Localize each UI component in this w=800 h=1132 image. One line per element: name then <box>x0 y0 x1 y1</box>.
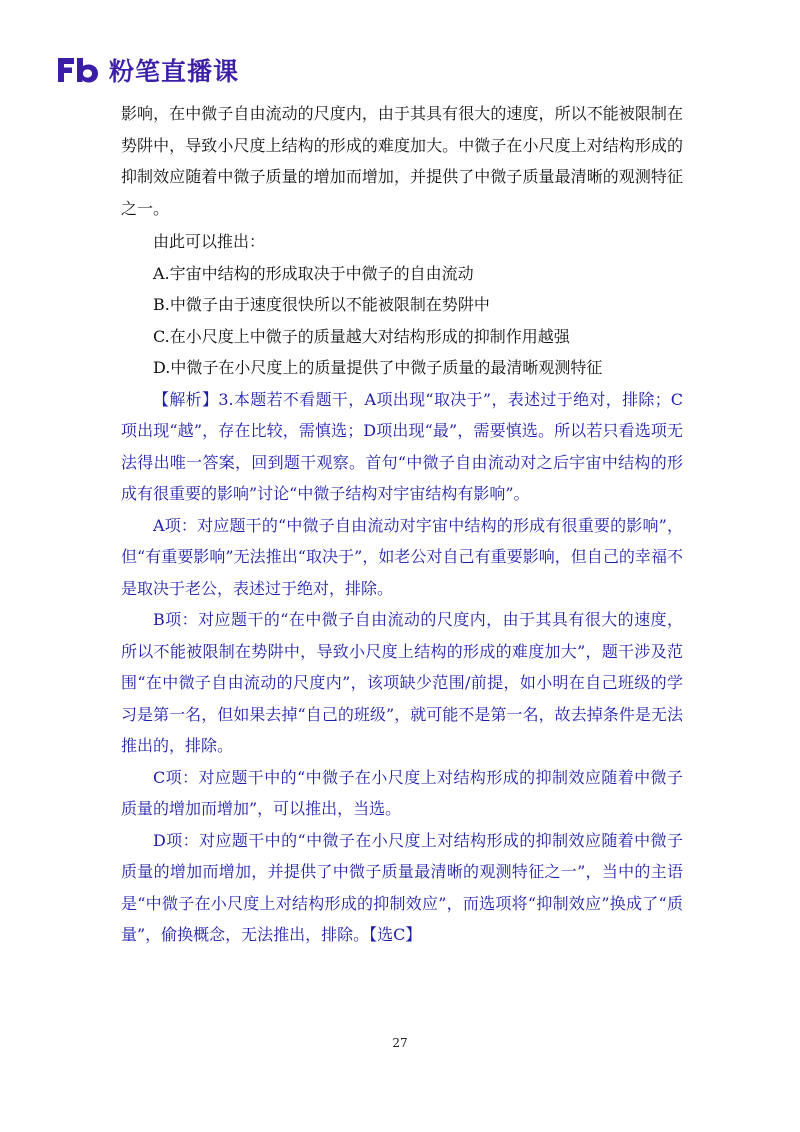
analysis-option-c: C项：对应题干中的“中微子在小尺度上对结构形成的抑制效应随着中微子质量的增加而增加”，可以推出，当选。 <box>121 767 683 818</box>
question-passage: 影响，在中微子自由流动的尺度内，由于其具有很大的速度，所以不能被限制在势阱中，导致小尺度上结构的形成的难度加大。中微子在小尺度上对结构形成的抑制效应随着中微子质量的增加而增加，并提供了中微子质量最清晰的观测特征之一。 <box>121 104 683 218</box>
analysis-intro: 【解析】3.本题若不看题干，A项出现“取决于”，表述过于绝对，排除；C项出现“越”，存在比较，需慎选；D项出现“最”，需要慎选。所以若只看选项无法得出唯一答案，回到题干观察。首句“中微子自由流动对之后宇宙中结构的形成有很重要的影响”讨论“中微子结构对宇宙结构有影响”。 <box>121 389 683 503</box>
option-d: D.中微子在小尺度上的质量提供了中微子质量的最清晰观测特征 <box>153 358 603 377</box>
logo-text: 粉笔直播课 <box>109 57 240 86</box>
option-c: C.在小尺度上中微子的质量越大对结构形成的抑制作用越强 <box>153 326 570 346</box>
analysis-option-a: A项：对应题干的“中微子自由流动对宇宙中结构的形成有很重要的影响”，但“有重要影响”无法推出“取决于”，如老公对自己有重要影响，但自己的幸福不是取决于老公，表述过于绝对，排除。 <box>121 515 683 598</box>
question-prompt: 由此可以推出： <box>153 232 266 251</box>
option-b: B.中微子由于速度很快所以不能被限制在势阱中 <box>153 295 490 314</box>
option-a: A.宇宙中结构的形成取决于中微子的自由流动 <box>153 263 474 283</box>
fb-logo-icon <box>55 55 101 85</box>
page-content <box>121 98 683 951</box>
brand-logo <box>55 52 239 88</box>
page-number: 27 <box>392 1036 408 1050</box>
analysis-option-d: D项：对应题干中的“中微子在小尺度上对结构形成的抑制效应随着中微子质量的增加而增加，并提供了中微子质量最清晰的观测特征之一”，当中的主语是“中微子在小尺度上对结构形成的抑制效应”，而选项将“抑制效应”换成了“质量”，偷换概念，无法推出，排除。【选C】 <box>121 830 683 944</box>
analysis-option-b: B项：对应题干的“在中微子自由流动的尺度内，由于其具有很大的速度，所以不能被限制在势阱中，导致小尺度上结构的形成的难度加大”，题干涉及范围“在中微子自由流动的尺度内”，该项缺少范围/前提，如小明在自己班级的学习是第一名，但如果去掉“自己的班级”，就可能不是第一名，故去掉条件是无法推出的，排除。 <box>121 610 683 755</box>
